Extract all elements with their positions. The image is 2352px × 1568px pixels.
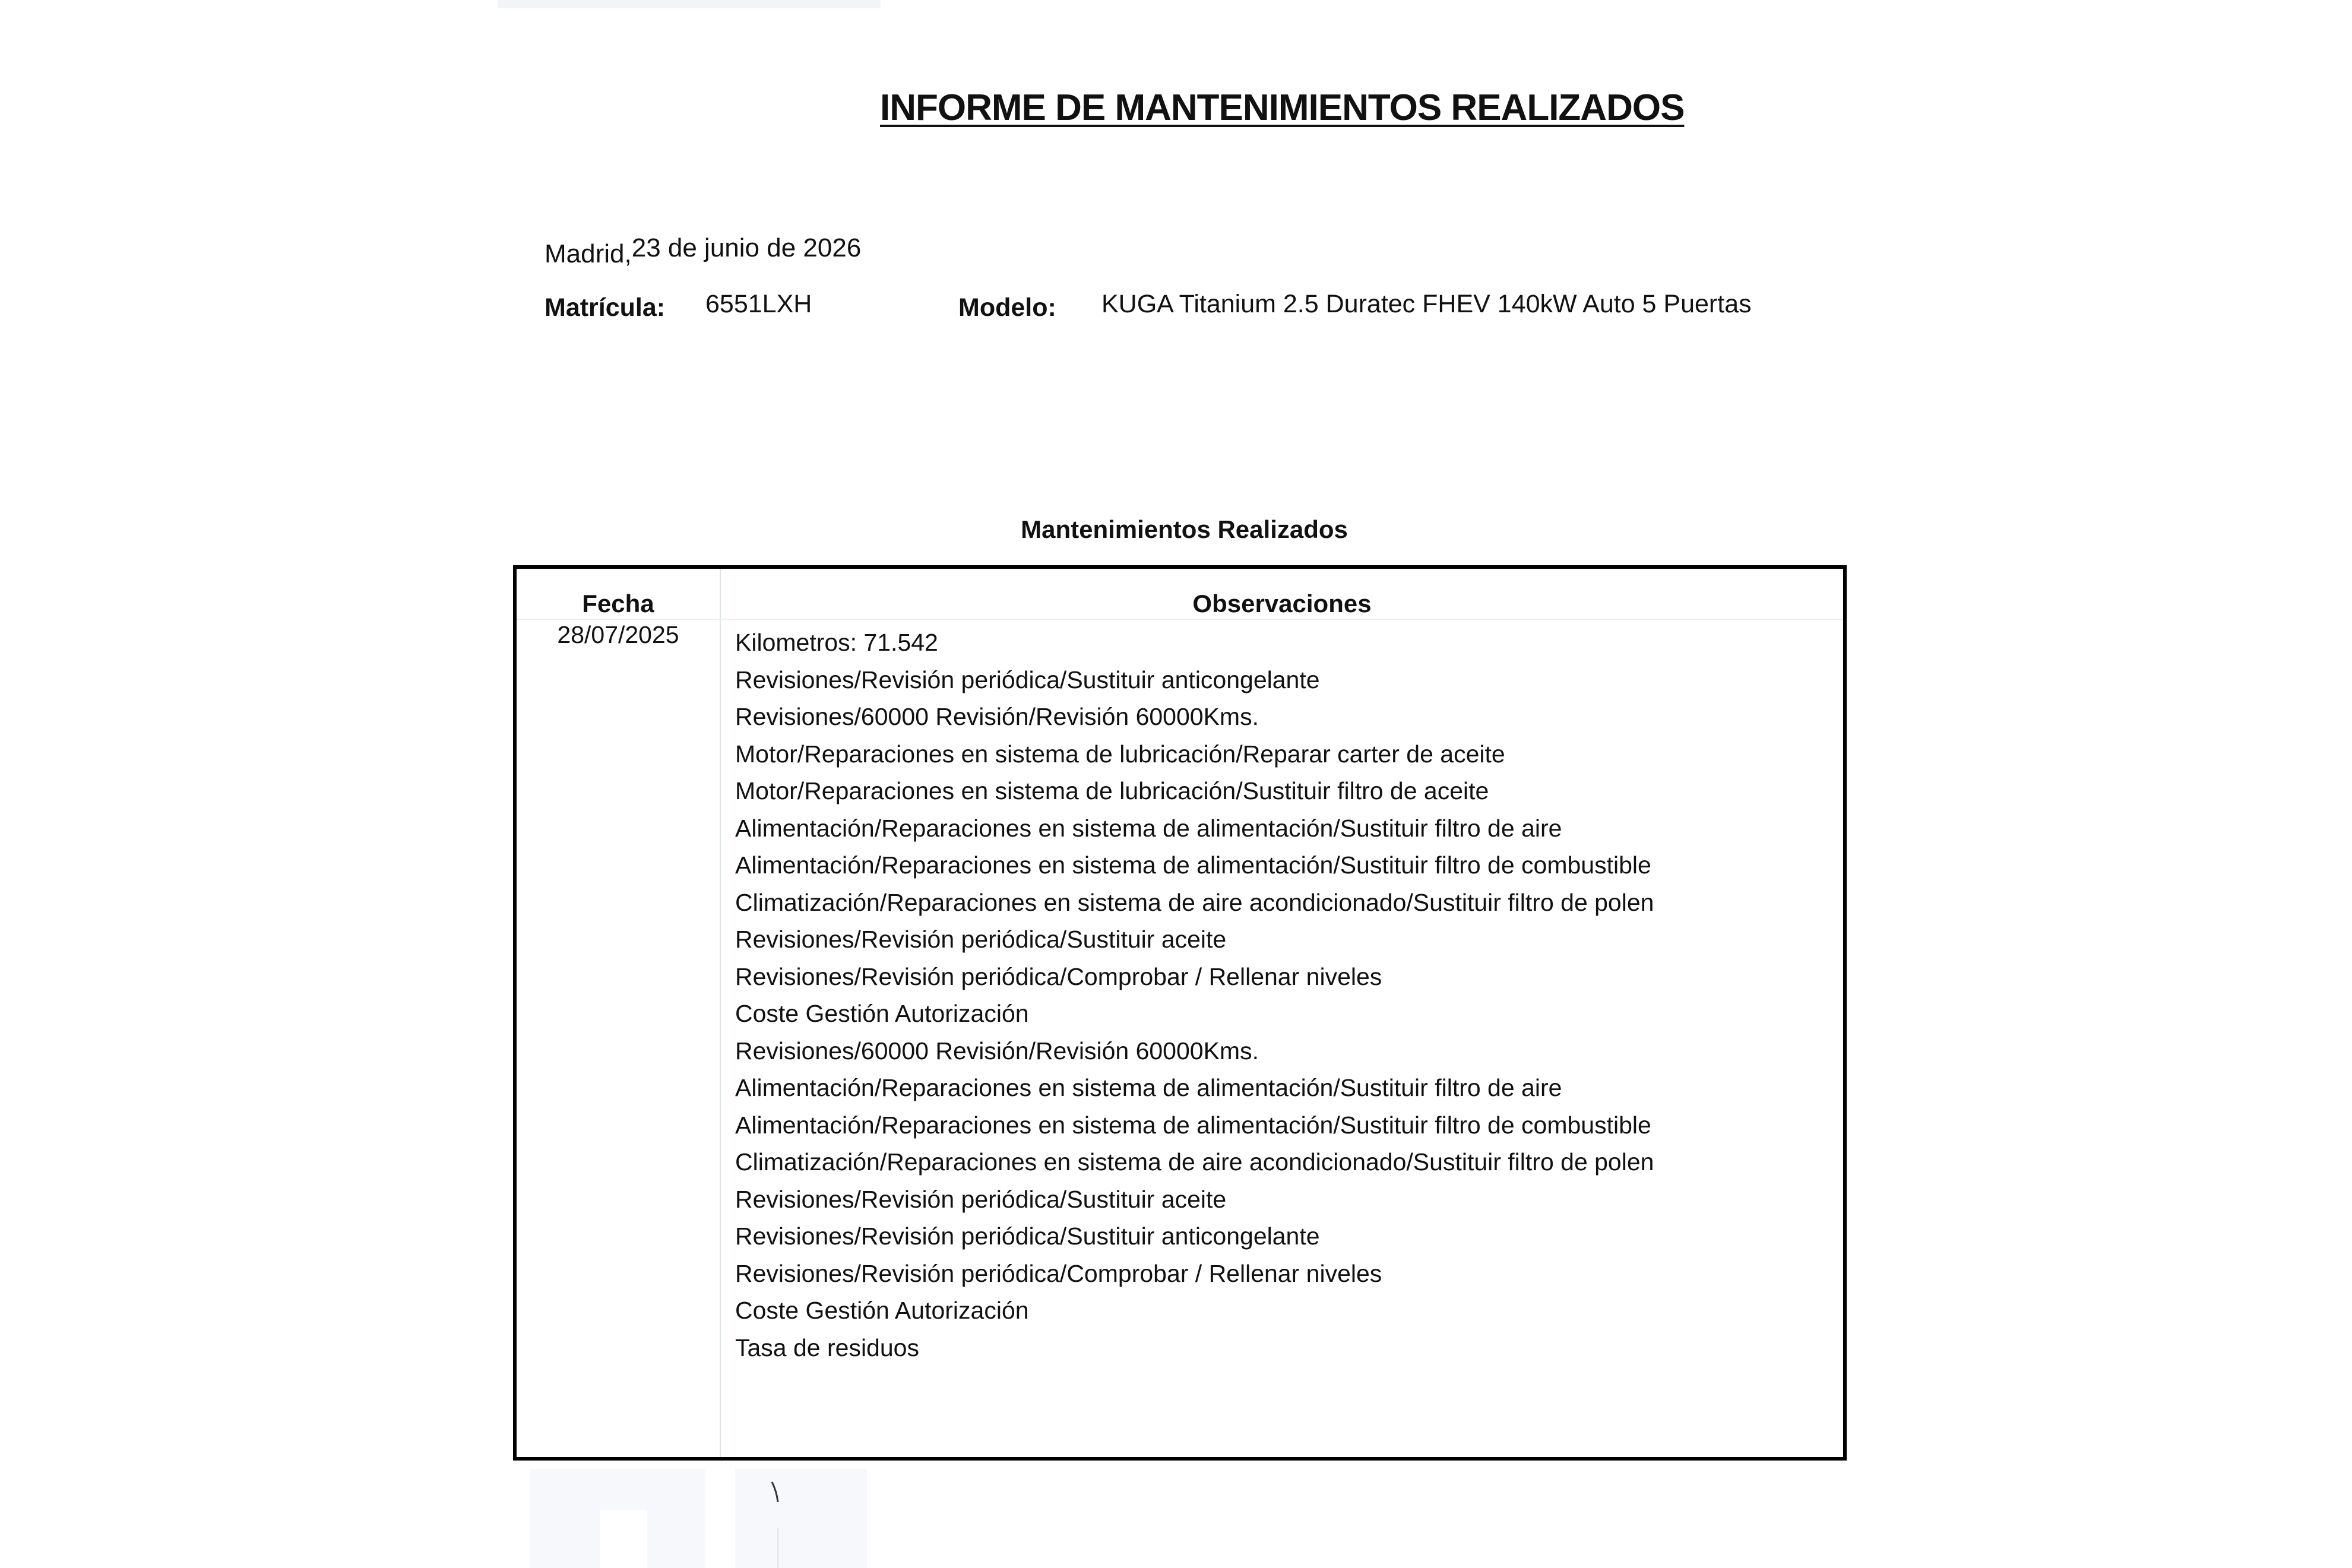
header-observations: Observaciones: [1192, 590, 1372, 617]
observation-item: Kilometros: 71.542: [735, 629, 938, 656]
observation-item: Tasa de residuos: [735, 1333, 919, 1361]
header-divider: [517, 619, 1843, 620]
plate-value: 6551LXH: [705, 290, 812, 318]
plate-label: Matrícula:: [545, 293, 666, 322]
observation-item: Revisiones/Revisión periódica/Sustituir anticongelante: [735, 1222, 1320, 1250]
faded-stamp-left: [530, 1469, 705, 1568]
observation-item: Climatización/Reparaciones en sistema de aire acondicionado/Sustituir filtro de polen: [735, 1148, 1654, 1176]
observation-item: Revisiones/60000 Revisión/Revisión 60000Kms.: [735, 703, 1259, 730]
observation-item: Revisiones/Revisión periódica/Sustituir aceite: [735, 926, 1227, 953]
pen-stroke-mark: [735, 1469, 867, 1568]
observation-item: Coste Gestión Autorización: [735, 1000, 1029, 1027]
document-title: INFORME DE MANTENIMIENTOS REALIZADOS: [880, 87, 1685, 128]
observation-item: Motor/Reparaciones en sistema de lubricación/Sustituir filtro de aceite: [735, 777, 1489, 804]
observation-item: Alimentación/Reparaciones en sistema de alimentación/Sustituir filtro de combustible: [735, 1111, 1651, 1139]
row-date: 28/07/2025: [557, 621, 679, 648]
observation-item: Climatización/Reparaciones en sistema de aire acondicionado/Sustituir filtro de polen: [735, 888, 1654, 916]
observation-item: Revisiones/Revisión periódica/Sustituir anticongelante: [735, 666, 1320, 693]
city-label: Madrid,: [545, 239, 632, 268]
observations-list: [735, 624, 1654, 1366]
observation-item: Alimentación/Reparaciones en sistema de alimentación/Sustituir filtro de aire: [735, 814, 1562, 842]
observation-item: Alimentación/Reparaciones en sistema de alimentación/Sustituir filtro de aire: [735, 1074, 1562, 1101]
header-date: Fecha: [582, 590, 654, 617]
report-date: 23 de junio de 2026: [631, 233, 862, 262]
observation-item: Revisiones/Revisión periódica/Comprobar / Rellenar niveles: [735, 962, 1382, 990]
observation-item: Revisiones/60000 Revisión/Revisión 60000Kms.: [735, 1037, 1259, 1065]
observation-item: Coste Gestión Autorización: [735, 1297, 1029, 1324]
column-divider: [720, 569, 721, 1457]
top-scan-strip: [498, 0, 881, 8]
observation-item: Motor/Reparaciones en sistema de lubricación/Reparar carter de aceite: [735, 740, 1505, 768]
observation-item: Alimentación/Reparaciones en sistema de alimentación/Sustituir filtro de combustible: [735, 851, 1651, 879]
place-and-date: [545, 233, 862, 268]
stamp-notch: [600, 1510, 647, 1568]
faded-stamp-right: [735, 1469, 867, 1568]
section-title: Mantenimientos Realizados: [1021, 515, 1348, 543]
observation-item: Revisiones/Revisión periódica/Sustituir aceite: [735, 1185, 1227, 1213]
model-label: Modelo:: [958, 293, 1056, 322]
observation-item: Revisiones/Revisión periódica/Comprobar / Rellenar niveles: [735, 1259, 1382, 1287]
model-value: KUGA Titanium 2.5 Duratec FHEV 140kW Auto 5 Puertas: [1101, 290, 1752, 318]
